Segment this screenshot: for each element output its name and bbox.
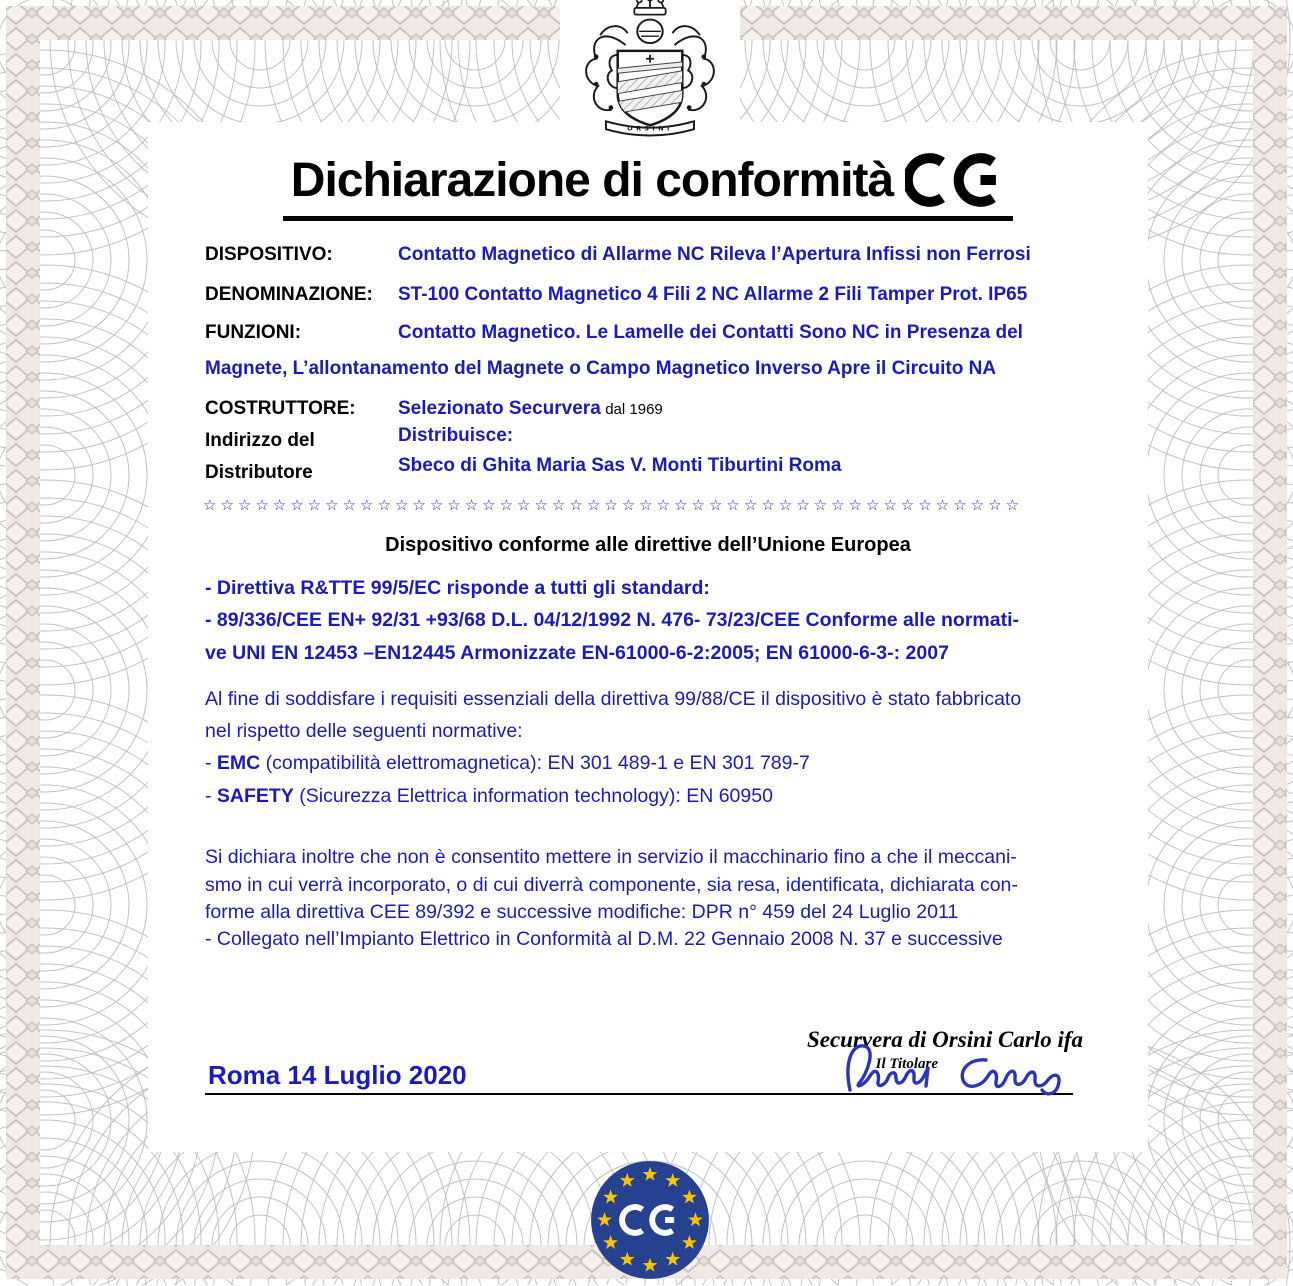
value-funzioni-line1: Contatto Magnetico. Le Lamelle dei Contatti Sono NC in Presenza del [398,322,1023,343]
crest-banner-text: ORSINI [627,125,673,133]
orsini-crest-icon [564,0,736,137]
directive-line: - Direttiva R&TTE 99/5/EC risponde a tutti gli standard: [205,577,710,599]
page-title: Dichiarazione di conformità [290,153,894,207]
signature-company: Securvera di Orsini Carlo ifa [806,1027,1083,1052]
directive-line: - 89/336/CEE EN+ 92/31 +93/68 D.L. 04/12/1992 N. 476- 73/23/CEE Conforme alle normati- [205,609,1019,631]
label-funzioni: FUNZIONI: [205,322,302,343]
emc-term: EMC [216,752,261,774]
place-date: Roma 14 Luglio 2020 [208,1060,467,1090]
value-funzioni-line2: Magnete, L’allontanamento del Magnete o Campo Magnetico Inverso Apre il Circuito NA [205,358,997,379]
declaration-line: Si dichiara inoltre che non è consentito mettere in servizio il macchinario fino a che il meccani- [205,846,1017,868]
title-row [148,152,1148,221]
requirements-intro-line1: Al fine di soddisfare i requisiti essenziali della direttiva 99/88/CE il dispositivo è stato fabbricato [205,688,1022,710]
requirement-safety-line: - SAFETY (Sicurezza Elettrica information technology): EN 60950 [205,785,773,807]
label-indirizzo-line1: Indirizzo del [205,430,315,451]
ce-mark-icon [905,152,1005,208]
star-separator: ☆☆☆☆☆☆☆☆☆☆☆☆☆☆☆☆☆☆☆☆☆☆☆☆☆☆☆☆☆☆☆☆☆☆☆☆☆☆☆☆☆☆☆☆☆☆☆ [203,496,1024,514]
value-costruttore-suffix: dal 1969 [605,401,663,418]
handwritten-signature [836,1038,1076,1100]
label-costruttore: COSTRUTTORE: [205,398,356,419]
conformity-heading: Dispositivo conforme alle direttive dell’Unione Europea [385,534,911,556]
safety-term: SAFETY [216,785,294,807]
orsini-crest [560,0,740,137]
requirement-emc-line: - EMC (compatibilità elettromagnetica): EN 301 489-1 e EN 301 789-7 [205,752,810,774]
declaration-line: smo in cui verrà incorporato, o di cui diverrà componente, sia resa, identificata, dichiarata con- [205,874,1018,896]
value-denominazione: ST-100 Contatto Magnetico 4 Fili 2 NC Allarme 2 Fili Tamper Prot. IP65 [398,284,1028,305]
value-distributor: Sbeco di Ghita Maria Sas V. Monti Tiburtini Roma [398,455,842,476]
requirements-intro-line2: nel rispetto delle seguenti normative: [205,720,523,742]
label-indirizzo-line2: Distributore [205,462,313,483]
value-dispositivo: Contatto Magnetico di Allarme NC Rileva l’Apertura Infissi non Ferrosi [398,244,1031,265]
certificate-body [148,122,1148,1152]
value-distribuisce: Distribuisce: [398,425,514,446]
declaration-line: forme alla direttiva CEE 89/392 e successive modifiche: DPR n° 459 del 24 Luglio 2011 [205,901,959,923]
value-costruttore: Selezionato Securvera [398,398,601,419]
eu-flag-ce-icon [589,1159,711,1281]
signature-role: Il Titolare [875,1056,938,1072]
eu-flag-ce-emblem [589,1159,711,1281]
label-denominazione: DENOMINAZIONE: [205,284,373,305]
directive-line: ve UNI EN 12453 –EN12445 Armonizzate EN-61000-6-2:2005; EN 61000-6-3-: 2007 [205,642,949,664]
label-dispositivo: DISPOSITIVO: [205,244,333,265]
declaration-line: - Collegato nell’Impianto Elettrico in Conformità al D.M. 22 Gennaio 2008 N. 37 e successive [205,928,1003,950]
